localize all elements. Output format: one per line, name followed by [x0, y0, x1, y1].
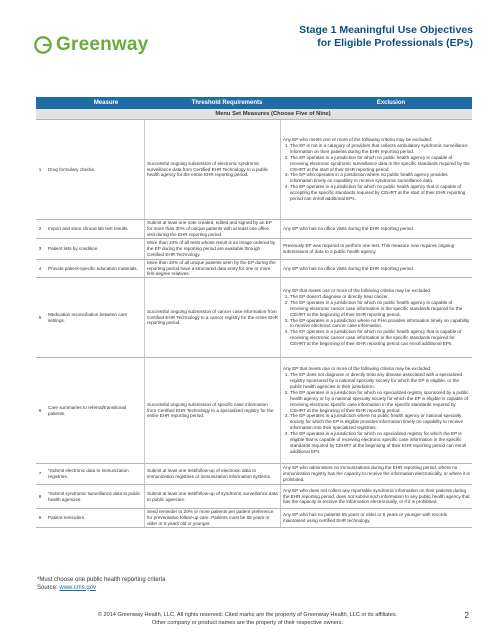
page-footer	[0, 611, 495, 627]
measure-cell: Medication reconciliation between care settings.	[48, 311, 128, 323]
exclusion-list	[283, 143, 470, 202]
measure-cell: Patient lists by condition.	[48, 246, 99, 252]
row-number: 5	[38, 314, 42, 320]
exclusion-intro: Any EP that meets one or more of the following criteria may be excluded:	[283, 366, 432, 372]
exclusion-item: 3. The EP operates in a jurisdiction where no public health agency or national specialty society for which the EP is eligible provides information timely on capability to receive information into their specialized registries.	[290, 413, 470, 431]
table-row	[36, 509, 472, 528]
exclusion-item: 4. The EP operates in a jurisdiction for which no specialized registry for which the EP is eligible that is capable of receiving electronic specific case information in the specific standards required by CEHRT at the beginning of their EHR reporting period can enroll additional EPs.	[290, 431, 470, 455]
threshold-cell: Submit at least one note created, edited and signed by an EP for more than 30% of unique patients with at least one office visit during the EHR reporting period.	[144, 220, 280, 238]
table-row	[36, 120, 472, 220]
menu-set-label: Menu Set Measures (Choose Five of Nine)	[36, 109, 472, 120]
objectives-table	[36, 97, 472, 528]
greenway-logo	[34, 34, 148, 56]
exclusion-list	[283, 372, 470, 455]
exclusion-cell	[280, 509, 472, 527]
exclusion-intro: Any EP who does not collect any reportable syndromic information on their patients during the EHR reporting period, does not submit such information to any public health agency that has the capacity to receive the information electronically, or if it is prohibited.	[283, 487, 470, 505]
exclusion-item: 2. The EP operates in a jurisdiction for which no public health agency is capable of receiving electronic syndromic surveillance data in the specific standards required by the CEHRT at the start of their EHR reporting period.	[290, 155, 470, 173]
exclusion-cell	[280, 485, 472, 508]
measure-cell: *Submit syndromic surveillance data to public health agencies.	[48, 490, 141, 502]
page-number: 2	[464, 611, 469, 620]
threshold-cell: Submit at least one test/follow-up of syndromic surveillance data to public agencies.	[144, 485, 280, 508]
exclusion-cell	[280, 358, 472, 463]
exclusion-intro: Any EP who has no office visits during the EHR reporting period.	[283, 265, 415, 271]
source-label: Source:	[37, 584, 58, 591]
threshold-cell: More than 10% of all tests whose result is an image ordered by the EP during the reporting period are available through Certified EHR Technology.	[144, 239, 280, 259]
exclusion-list	[283, 294, 470, 347]
header-exclusion: Exclusion	[376, 100, 406, 106]
threshold-cell: Successful ongoing submission of specific case information from Certified EHR Technology to a specialized registry for the entire EHR reporting period.	[144, 358, 280, 463]
exclusion-item: 1. The EP doesn't diagnose or directly treat cancer.	[290, 294, 470, 300]
exclusion-item: 2. The EP operates in a jurisdiction for which no public health agency is capable of receiving electronic cancer case information in the specific standards required for the CEHRT at the beginning of their EHR reporting period.	[290, 300, 470, 318]
row-number: 7	[38, 471, 42, 477]
source-link[interactable]: www.cms.gov	[59, 584, 97, 591]
source-line	[37, 585, 165, 593]
exclusion-intro: Any EP who has no office visits during the EHR reporting period.	[283, 226, 415, 232]
exclusion-cell	[280, 464, 472, 484]
table-row	[36, 464, 472, 485]
threshold-cell: Send reminder to 20% or more patients per patient preference for preventative follow-up care. Patients must be 65 years or older or 5 years old or younger.	[144, 509, 280, 527]
footnote-text: *Must choose one public health reporting criteria	[37, 577, 166, 583]
table-header	[36, 97, 472, 109]
measure-cell: Provide patient-specific education materials.	[48, 265, 138, 271]
trademark-line: Other company or product names are the property of their respective owners.	[151, 620, 344, 626]
exclusion-intro: Previously EP was required to perform one test. This measure now requires ongoing submissions of data to a public health agency.	[283, 243, 455, 254]
greenway-logo-icon	[34, 36, 52, 54]
exclusion-cell	[280, 260, 472, 277]
row-number: 1	[38, 166, 42, 172]
page-header	[0, 0, 495, 70]
measure-cell: Import and store clinical lab test results.	[48, 226, 129, 232]
row-number: 9	[38, 515, 42, 521]
exclusion-cell	[280, 239, 472, 259]
row-number: 2	[38, 226, 42, 232]
exclusion-cell	[280, 220, 472, 238]
exclusion-intro: Any EP that meets one or more of the following criteria may be excluded:	[283, 287, 432, 293]
copyright-line: © 2014 Greenway Health, LLC. All rights reserved. Cited marks are the property of Greenway Health, LLC or its affiliates.	[97, 612, 398, 618]
exclusion-item: 3. The EP who operates in a jurisdiction where no public health agency provides information timely on capability to receive syndromic surveillance data.	[290, 172, 470, 184]
measure-cell: *Submit electronic data to immunization registries.	[48, 468, 129, 479]
footnote	[37, 577, 165, 592]
exclusion-item: 1. The EP does not diagnose or directly treat any disease associated with a specialized registry sponsored by a national specialty society for which the EP is eligible, or the public health agencies in their jurisdiction.	[290, 372, 470, 390]
table-row	[36, 260, 472, 278]
header-measure: Measure	[93, 100, 119, 106]
exclusion-item: 4. The EP operates in a jurisdiction for which no public health agency that is capable of receiving electronic cancer case information in the specific standards required for CEHRT at the beginning of their EHR reporting period can enroll additional EPs.	[290, 329, 470, 347]
measure-cell: Care summaries to referral/transitional patients.	[48, 404, 127, 416]
exclusion-item: 3. The EP operates in a jurisdiction where no PHA provides information timely on capability to receive electronic cancer case information.	[290, 318, 470, 330]
threshold-cell: More than 20% of all unique patients seen by the EP during the reporting period have a structured data entry for one or more first-degree relatives.	[144, 260, 280, 277]
table-row	[36, 358, 472, 464]
logo-text: Greenway	[56, 34, 149, 55]
page-title	[299, 24, 473, 49]
row-number: 4	[38, 265, 42, 271]
header-threshold: Threshold Requirements	[191, 100, 263, 106]
row-number: 8	[38, 493, 42, 499]
table-row	[36, 485, 472, 509]
exclusion-item: 1. The EP is not in a category of providers that collects ambulatory syndromic surveillance information on their patients during the EHR reporting period.	[290, 143, 470, 155]
exclusion-intro: Any EP who has no patients 65 years or older or 5 years or younger with records maintained using certified EHR technology.	[283, 512, 448, 523]
threshold-cell: Submit at least one test/follow-up of electronic data to immunization registries or immunization information systems.	[144, 464, 280, 484]
exclusion-item: 4. The EP operates in a jurisdiction for which no public health agency that is capable of accepting the specific standards required by CEHRT at the start of their EHR reporting period can enroll additional EPs.	[290, 184, 470, 202]
threshold-cell: Successful ongoing submission of electronic syndromic surveillance data from Certified EHR Technology to a public health agency for the entire EHR reporting period.	[144, 120, 280, 219]
table-body	[36, 120, 472, 528]
title-line-1: Stage 1 Meaningful Use Objectives	[299, 24, 473, 36]
measure-cell: Drug formulary checks.	[48, 166, 96, 172]
threshold-cell: Successful ongoing submission of cancer case information from Certified EHR Technology to a cancer registry for the entire EHR reporting period.	[144, 278, 280, 357]
exclusion-intro: Any EP who meets one or more of the following criteria may be excluded:	[283, 137, 433, 143]
table-row	[36, 278, 472, 358]
exclusion-cell	[280, 120, 472, 219]
row-number: 3	[38, 246, 42, 252]
title-line-2: for Eligible Professionals (EPs)	[317, 36, 473, 49]
measure-cell: Patient reminders.	[48, 515, 86, 521]
table-row	[36, 239, 472, 260]
exclusion-item: 2. The EP operates in a jurisdiction for which no specialized registry sponsored by a public health agency or by a national specialty society for which the EP is eligible is capable of receiving electronic specific case information in the specific standards required by CEHRT at the beginning of their EHR reporting period.	[290, 390, 470, 414]
table-row	[36, 220, 472, 239]
exclusion-intro: Any EP who administers no immunizations during the EHR reporting period, where no immunization registry has the capacity to receive the information electronically, or where it is prohibited.	[283, 465, 470, 482]
row-number: 6	[38, 407, 42, 413]
exclusion-cell	[280, 278, 472, 357]
